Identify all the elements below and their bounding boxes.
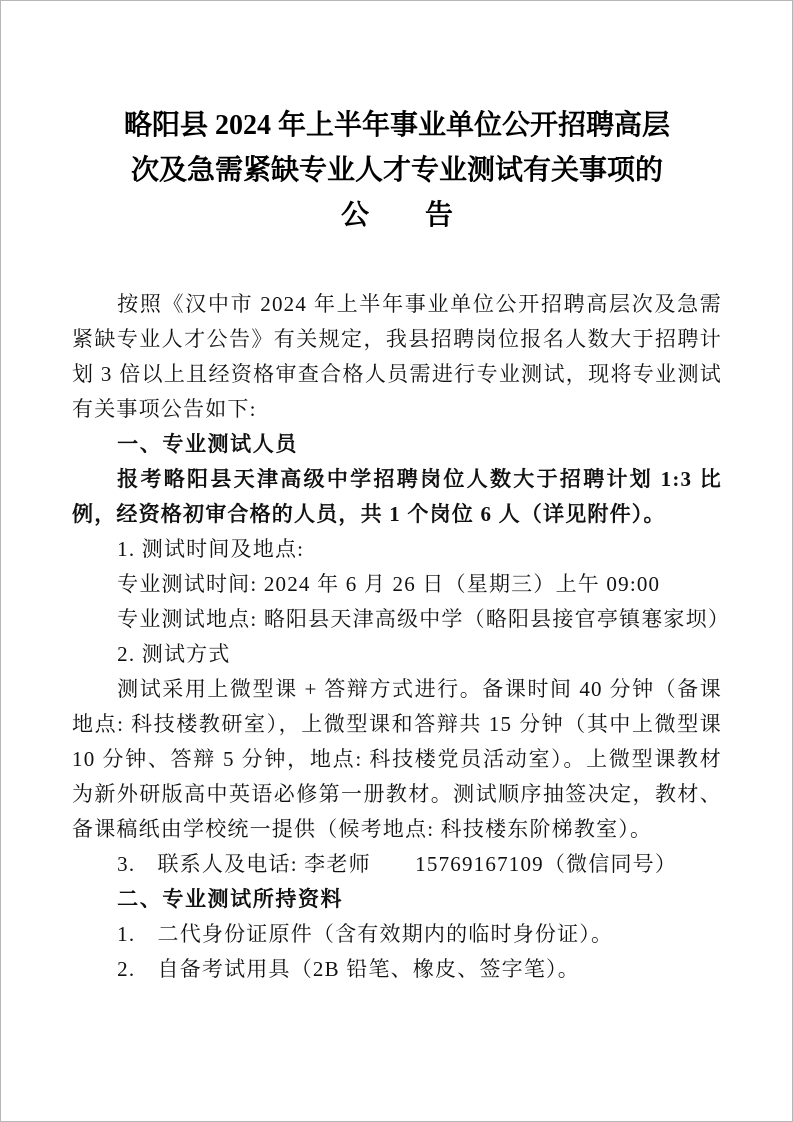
document-title [72, 103, 722, 238]
document-body [72, 287, 731, 987]
paragraph-id-card: 1. 二代身份证原件（含有效期内的临时身份证）。 [117, 922, 614, 946]
paragraph-exam-tools: 2. 自备考试用具（2B 铅笔、橡皮、签字笔）。 [117, 957, 580, 981]
paragraph-item-method-label: 2. 测试方式 [117, 642, 231, 666]
paragraph-test-method: 测试采用上微型课 + 答辩方式进行。备课时间 40 分钟（备课地点: 科技楼教研室），上微型课和答辩共 15 分钟（其中上微型课 10 分钟、答辩 5 分钟，地点: 科技楼党员活动室）。上微型课教材为新外研版高中英语必修第一册教材。测试顺序抽签决定，教材、备课稿纸由学校统一提供（候考地点: 科技楼东阶梯教室）。 [72, 677, 722, 841]
document-page [1, 1, 792, 1121]
document-title-line-3: 公 告 [340, 200, 453, 231]
paragraph-candidates: 报考略阳县天津高级中学招聘岗位人数大于招聘计划 1:3 比例，经资格初审合格的人员，共 1 个岗位 6 人（详见附件）。 [72, 467, 722, 526]
section-heading-1: 一、专业测试人员 [117, 433, 298, 456]
section-heading-2: 二、专业测试所持资料 [117, 888, 344, 911]
document-title-line-2: 次及急需紧缺专业人才专业测试有关事项的 [130, 155, 663, 186]
paragraph-item-time-place-label: 1. 测试时间及地点: [117, 537, 305, 561]
paragraph-intro: 按照《汉中市 2024 年上半年事业单位公开招聘高层次及急需紧缺专业人才公告》有关规定，我县招聘岗位报名人数大于招聘计划 3 倍以上且经资格审查合格人员需进行专业测试，现将专业测试有关事项公告如下: [72, 292, 722, 421]
document-title-line-1: 略阳县 2024 年上半年事业单位公开招聘高层 [123, 110, 670, 141]
paragraph-test-location: 专业测试地点: 略阳县天津高级中学（略阳县接官亭镇寋家坝） [117, 607, 731, 631]
paragraph-contact: 3. 联系人及电话: 李老师 15769167109（微信同号） [117, 852, 678, 876]
paragraph-test-time: 专业测试时间: 2024 年 6 月 26 日（星期三）上午 09:00 [117, 572, 661, 596]
